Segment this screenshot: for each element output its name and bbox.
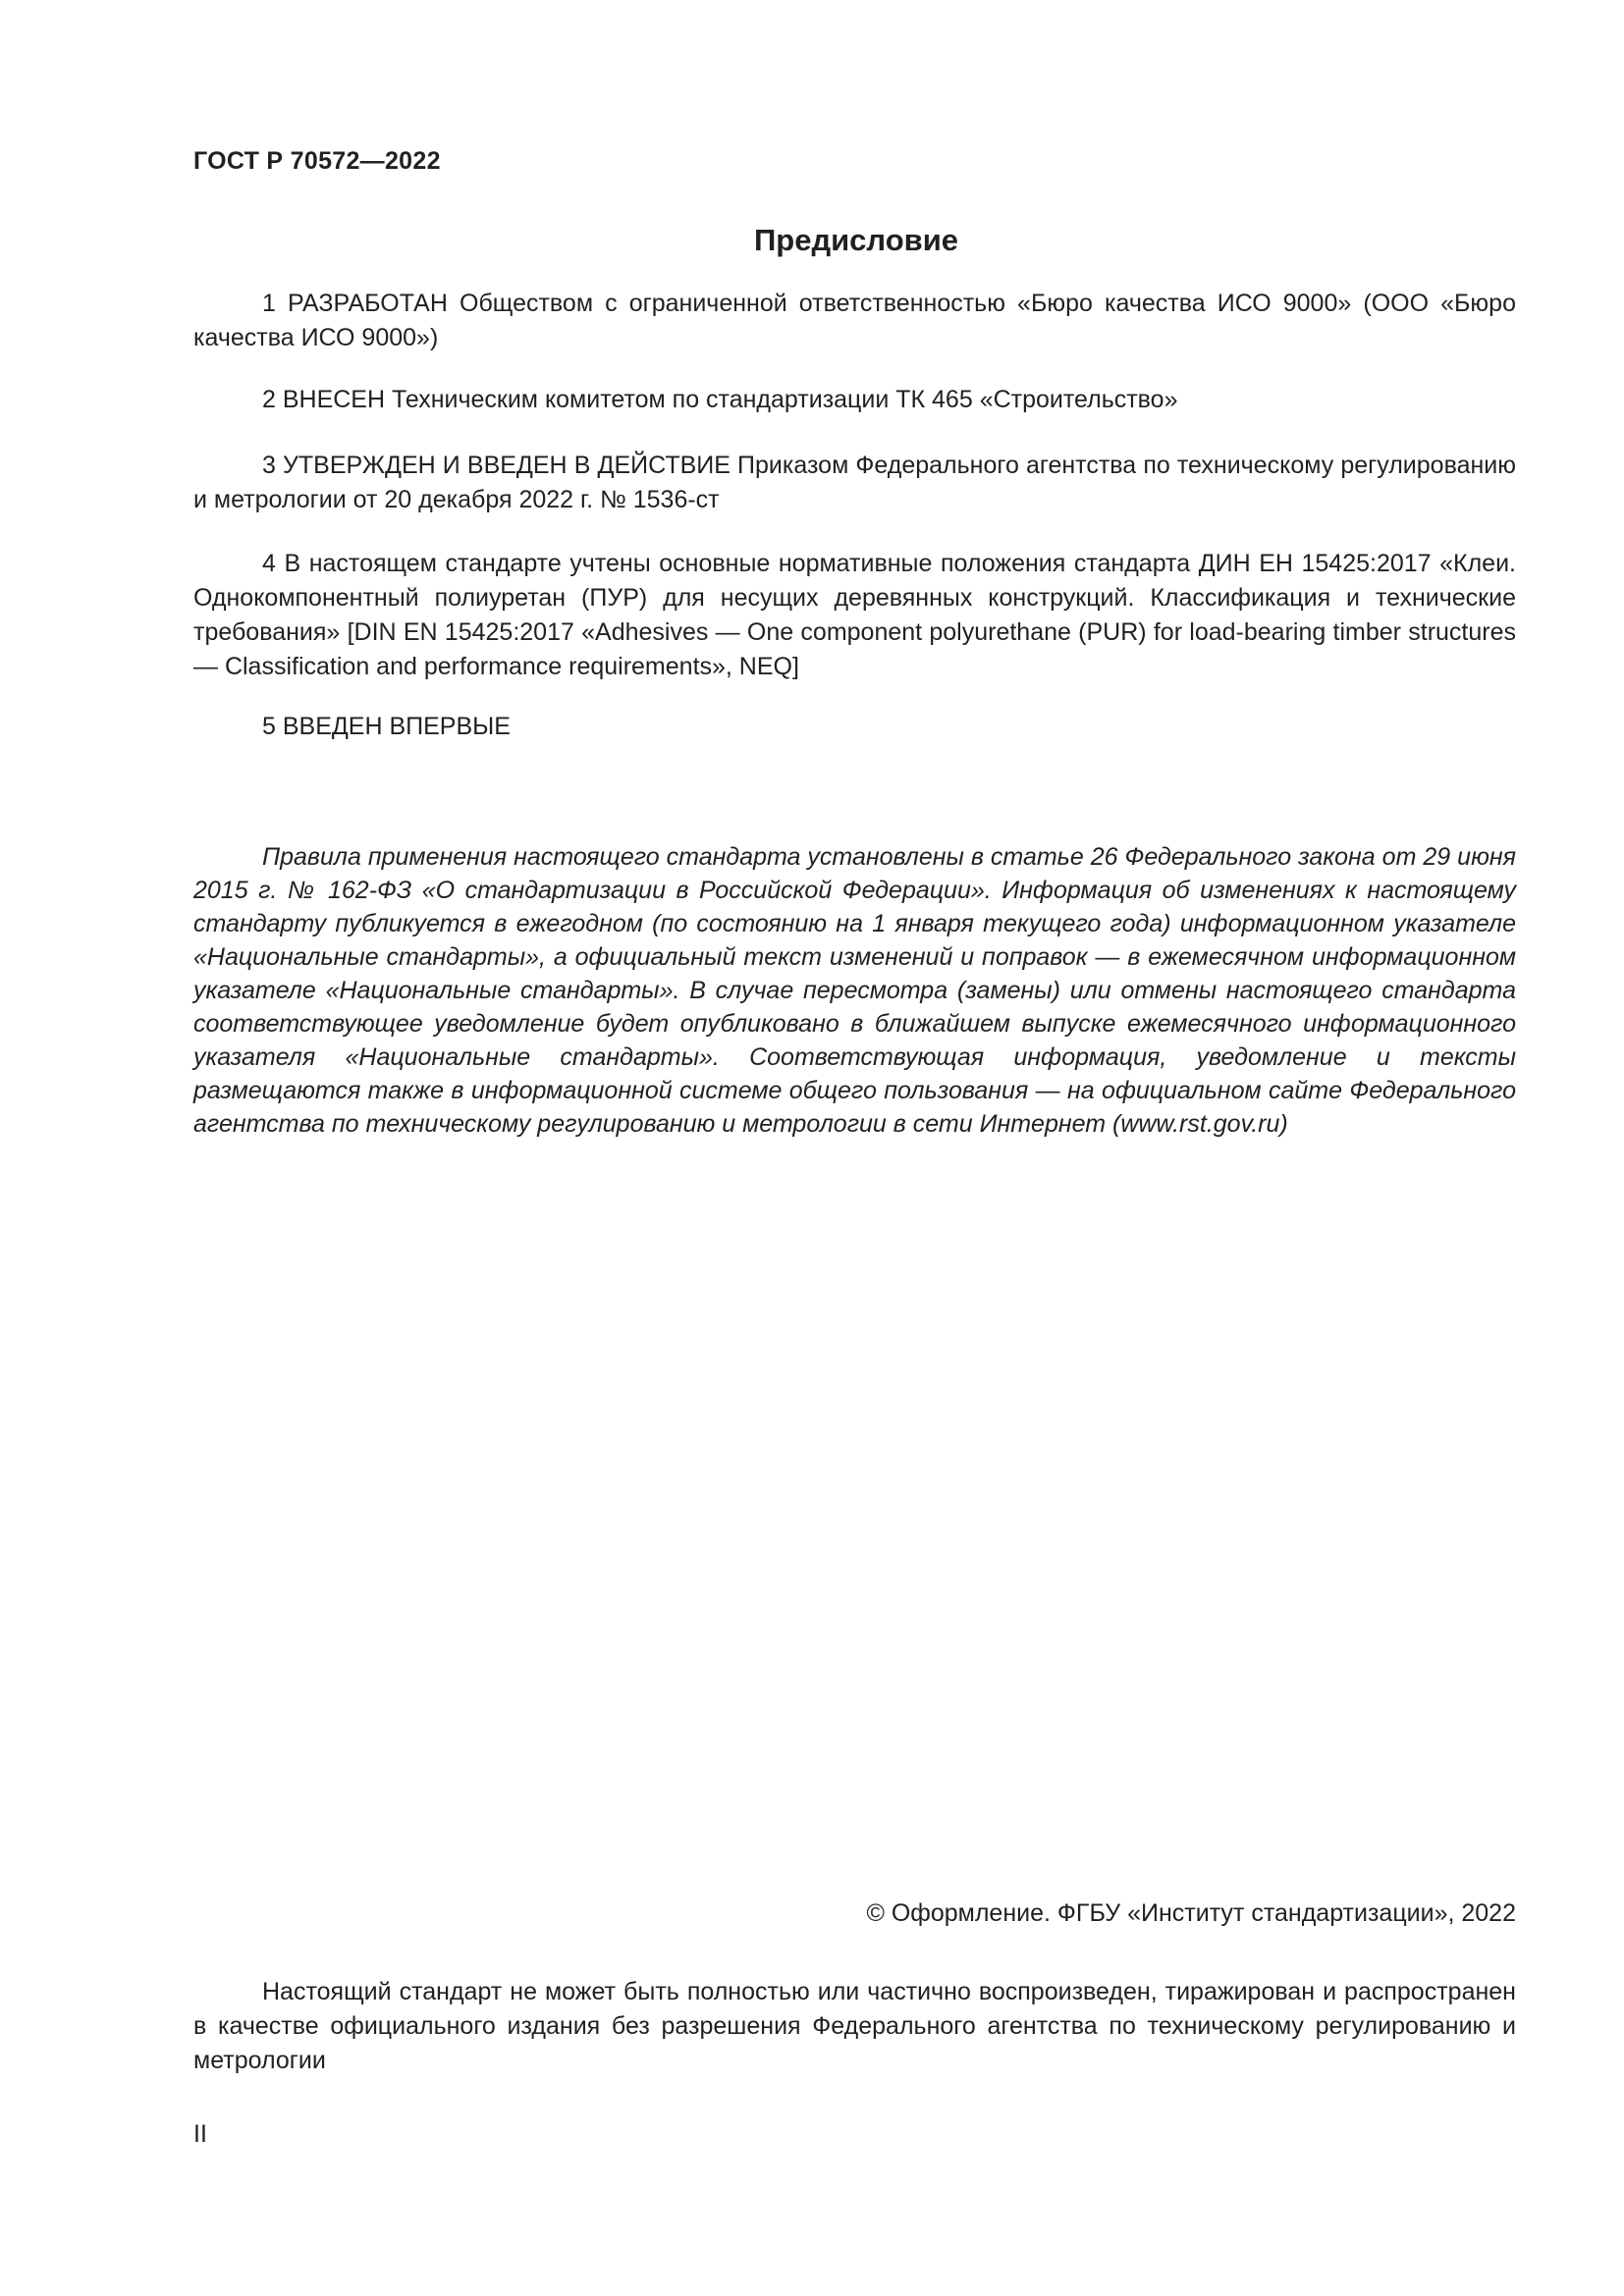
page-number: II bbox=[193, 2120, 207, 2148]
standard-code-header: ГОСТ Р 70572—2022 bbox=[193, 147, 441, 175]
preface-item-1-text: 1 РАЗРАБОТАН Обществом с ограниченной ответственностью «Бюро качества ИСО 9000» (ООО «Бюро качества ИСО 9000») bbox=[193, 290, 1516, 351]
reproduction-notice bbox=[193, 1975, 1516, 2078]
preface-item-5-text: 5 ВВЕДЕН ВПЕРВЫЕ bbox=[262, 713, 511, 740]
copyright-line: © Оформление. ФГБУ «Институт стандартизации», 2022 bbox=[866, 1899, 1516, 1927]
page-title: Предисловие bbox=[753, 223, 958, 257]
reproduction-notice-text: Настоящий стандарт не может быть полностью или частично воспроизведен, тиражирован и распространен в качестве официального издания без разрешения Федерального агентства по техническому регулированию и метрологии bbox=[193, 1978, 1516, 2074]
preface-item-3-text: 3 УТВЕРЖДЕН И ВВЕДЕН В ДЕЙСТВИЕ Приказом Федерального агентства по техническому регулированию и метрологии от 20 декабря 2022 г. № 1536-ст bbox=[193, 452, 1516, 513]
preface-item-1 bbox=[193, 287, 1516, 355]
preface-item-5 bbox=[193, 710, 1516, 744]
preface-item-2 bbox=[193, 383, 1516, 417]
preface-item-4 bbox=[193, 547, 1516, 684]
application-rules-paragraph bbox=[193, 840, 1516, 1141]
preface-item-3 bbox=[193, 449, 1516, 517]
preface-item-4-text: 4 В настоящем стандарте учтены основные нормативные положения стандарта ДИН ЕН 15425:2017 «Клеи. Однокомпонентный полиуретан (ПУР) для несущих деревянных конструкций. Классификация и технические требования» [DIN EN 15425:2017 «Adhesives — One component polyurethane (PUR) for load-bearing timber structures — Classification and performance requirements», NEQ] bbox=[193, 550, 1516, 680]
application-rules-text: Правила применения настоящего стандарта установлены в статье 26 Федерального закона от 29 июня 2015 г. № 162-ФЗ «О стандартизации в Российской Федерации». Информация об изменениях к настоящему стандарту публикуется в ежегодном (по состоянию на 1 января текущего года) информационном указателе «Национальные стандарты», а официальный текст изменений и поправок — в ежемесячном информационном указателе «Национальные стандарты». В случае пересмотра (замены) или отмены настоящего стандарта соответствующее уведомление будет опубликовано в ближайшем выпуске ежемесячного информационного указателя «Национальные стандарты». Соответствующая информация, уведомление и тексты размещаются также в информационной системе общего пользования — на официальном сайте Федерального агентства по техническому регулированию и метрологии в сети Интернет (www.rst.gov.ru) bbox=[193, 843, 1516, 1138]
preface-item-2-text: 2 ВНЕСЕН Техническим комитетом по стандартизации ТК 465 «Строительство» bbox=[262, 386, 1178, 413]
